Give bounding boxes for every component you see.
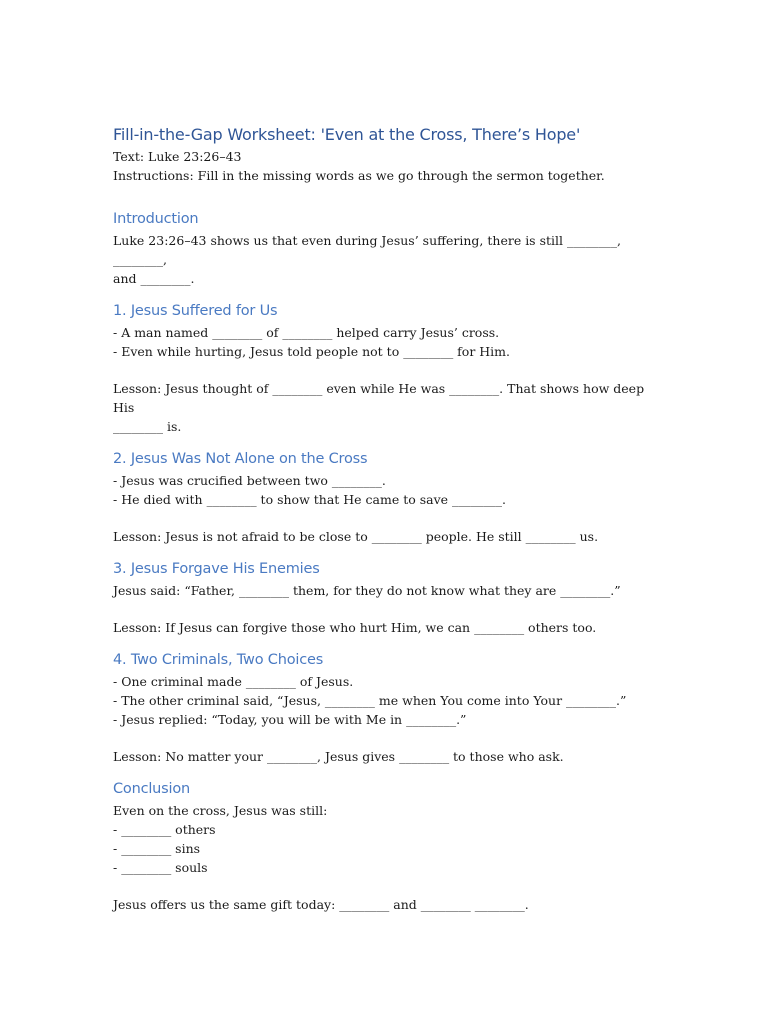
section-1-lesson-line-2: ________ is.	[113, 419, 182, 434]
section-2-lesson: Lesson: Jesus is not afraid to be close to ________ people. He still ________ us.	[113, 529, 599, 544]
section-1-lesson-line-1: Lesson: Jesus thought of ________ even while He was ________. That shows how deep His	[113, 381, 649, 415]
spacer	[113, 361, 658, 379]
section-1-heading: 1. Jesus Suffered for Us	[113, 303, 278, 319]
section-2-item-1: - Jesus was crucified between two ________.	[113, 473, 386, 488]
section-2-item-2: - He died with ________ to show that He came to save ________.	[113, 492, 507, 507]
spacer	[113, 600, 658, 618]
worksheet-page	[113, 124, 658, 914]
section-2	[113, 449, 658, 546]
text-reference: Text: Luke 23:26–43	[113, 149, 242, 164]
section-1-item-2: - Even while hurting, Jesus told people not to ________ for Him.	[113, 344, 510, 359]
section-4-heading: 4. Two Criminals, Two Choices	[113, 652, 324, 668]
section-4-item-3: - Jesus replied: “Today, you will be with Me in ________.”	[113, 712, 467, 727]
introduction-section	[113, 209, 658, 288]
spacer	[113, 729, 658, 747]
worksheet-title: Fill-in-the-Gap Worksheet: 'Even at the Cross, There’s Hope'	[113, 125, 581, 144]
section-4-item-2: - The other criminal said, “Jesus, ________ me when You come into Your ________.”	[113, 693, 627, 708]
conclusion-intro: Even on the cross, Jesus was still:	[113, 803, 328, 818]
section-3	[113, 559, 658, 637]
conclusion-section	[113, 779, 658, 914]
section-3-item-1: Jesus said: “Father, ________ them, for they do not know what they are ________.”	[113, 583, 621, 598]
introduction-line-2: and ________.	[113, 271, 195, 286]
section-1	[113, 301, 658, 436]
spacer	[113, 877, 658, 895]
conclusion-closing: Jesus offers us the same gift today: ________ and ________ ________.	[113, 897, 529, 912]
section-4	[113, 650, 658, 766]
introduction-heading: Introduction	[113, 211, 199, 227]
section-2-heading: 2. Jesus Was Not Alone on the Cross	[113, 451, 368, 467]
section-1-item-1: - A man named ________ of ________ helped carry Jesus’ cross.	[113, 325, 500, 340]
section-4-item-1: - One criminal made ________ of Jesus.	[113, 674, 354, 689]
introduction-line-1: Luke 23:26–43 shows us that even during Jesus’ suffering, there is still ________, ________,	[113, 233, 625, 267]
instructions: Instructions: Fill in the missing words as we go through the sermon together.	[113, 168, 605, 183]
section-3-lesson: Lesson: If Jesus can forgive those who hurt Him, we can ________ others too.	[113, 620, 597, 635]
conclusion-heading: Conclusion	[113, 781, 191, 797]
spacer	[113, 509, 658, 527]
section-3-heading: 3. Jesus Forgave His Enemies	[113, 561, 320, 577]
conclusion-item-3: - ________ souls	[113, 860, 208, 875]
conclusion-item-2: - ________ sins	[113, 841, 201, 856]
conclusion-item-1: - ________ others	[113, 822, 216, 837]
section-4-lesson: Lesson: No matter your ________, Jesus gives ________ to those who ask.	[113, 749, 564, 764]
